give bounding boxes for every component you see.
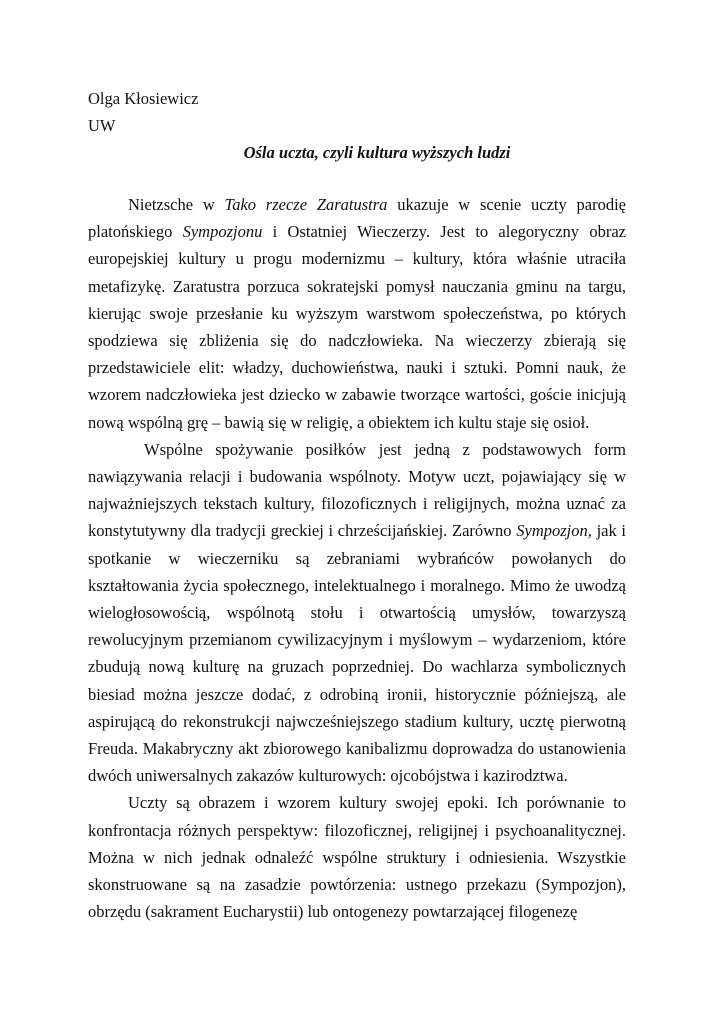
paragraph-text: Uczty są obrazem i wzorem kultury swojej epoki. Ich porównanie to konfrontacja różnych perspektyw: filozoficznej, religijnej i psychoanalitycznej. Można w nich jednak odnaleźć wspólne struktury i odniesienia. Wszystkie skonstruowane są na zasadzie powtórzenia: ustnego przekazu (Sympozjon), obrzędu (sakrament Eucharystii) lub ontogenezy powtarzającej filogenezę xyxy=(88,793,626,922)
book-title-italic: Sympozjonu xyxy=(182,222,263,242)
document-body xyxy=(88,191,626,925)
book-title-italic: Sympozjon, xyxy=(516,521,592,541)
author-affiliation: UW xyxy=(88,116,116,135)
paragraph-text: jak i spotkanie w wieczerniku są zebraniami wybrańców powołanych do kształtowania życia społecznego, intelektualnego i moralnego. Mimo że uwodzą wielogłosowością, wspólnotą stołu i otwartością umysłów, towarzyszą rewolucyjnym przemianom cywilizacyjnym i myślowym – wydarzeniom, które zbudują nową kulturę na gruzach poprzedniej. Do wachlarza symbolicznych biesiad można jeszcze dodać, z odrobiną ironii, historycznie późniejszą, ale aspirującą do rekonstrukcji najwcześniejszego stadium kultury, ucztę pierwotną Freuda. Makabryczny akt zbiorowego kanibalizmu doprowadza do ustanowienia dwóch uniwersalnych zakazów kulturowych: ojcobójstwa i kazirodztwa. xyxy=(88,521,626,786)
paragraph-text: i Ostatniej Wieczerzy. Jest to alegoryczny obraz europejskiej kultury u progu modernizmu – kultury, która właśnie utraciła metafizykę. Zaratustra porzuca sokratejski pomysł nauczania gminu na targu, kierując swoje przesłanie ku wyższym warstwom społeczeństwa, po których spodziewa się zbliżenia się do nadczłowieka. Na wieczerzy zbierają się przedstawiciele elit: władzy, duchowieństwa, nauki i sztuki. Pomni nauk, że wzorem nadczłowieka jest dziecko w zabawie tworzące wartości, goście inicjują nową wspólną grę – bawią się w religię, a obiektem ich kultu staje się osioł. xyxy=(88,222,626,432)
body-paragraph xyxy=(88,789,626,925)
book-title-italic: Tako rzecze Zaratustra xyxy=(224,195,388,214)
paragraph-text: ukazuje w scenie uczty parodię platońskiego xyxy=(88,195,627,242)
author-name: Olga Kłosiewicz xyxy=(88,89,199,108)
paragraph-text: Wspólne spożywanie posiłków jest jedną z podstawowych form nawiązywania relacji i budowania wspólnoty. Motyw uczt, pojawiający się w najważniejszych tekstach kultury, filozoficznych i religijnych, można uznać za konstytutywny dla tradycji greckiej i chrześcijańskiej. Zarówno xyxy=(88,439,626,541)
paragraph-text: Nietzsche w xyxy=(128,195,225,214)
body-paragraph xyxy=(88,436,626,790)
document-title: Ośla uczta, czyli kultura wyższych ludzi xyxy=(243,143,511,162)
body-paragraph xyxy=(88,191,626,436)
